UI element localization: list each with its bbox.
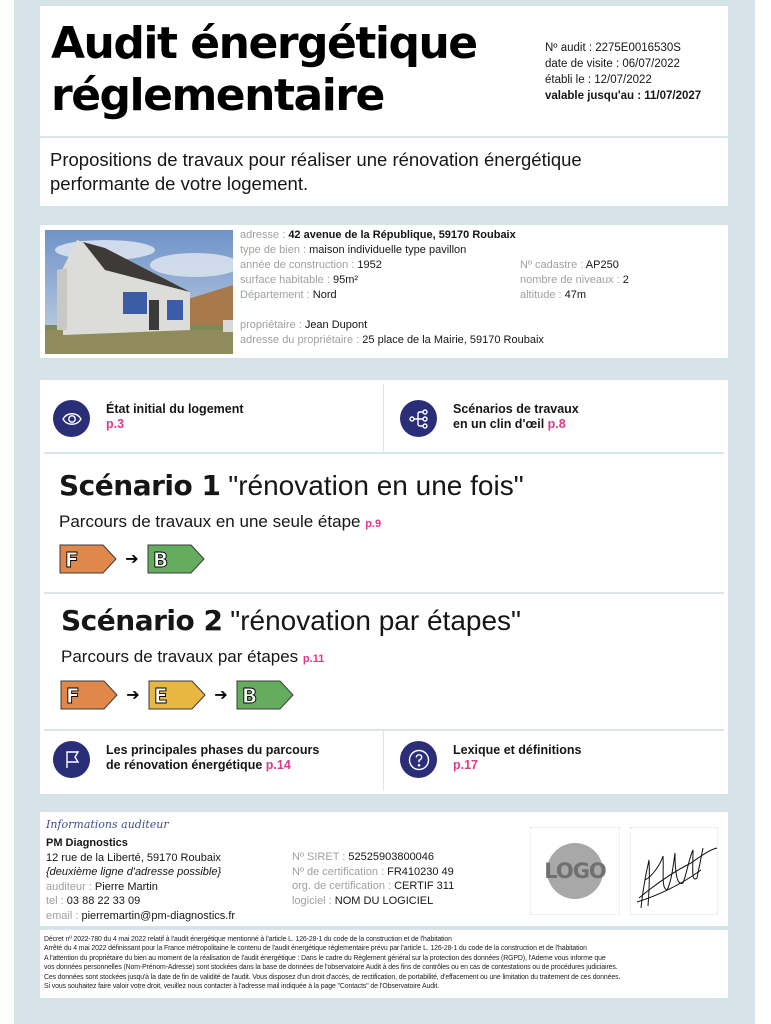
owner-value: Jean Dupont [304, 319, 368, 331]
company-logo [530, 827, 620, 915]
visit-date: date de visite : 06/07/2022 [545, 58, 680, 70]
scenario-2-title [61, 605, 521, 637]
software-label: logiciel : [292, 894, 335, 907]
altitude-value: 47m [564, 289, 587, 301]
levels-label: nombre de niveaux : [520, 274, 623, 286]
email-value[interactable]: pierremartin@pm-diagnostics.fr [81, 909, 236, 922]
lexicon-text [453, 741, 582, 773]
cadastre-value: AP250 [585, 259, 619, 271]
subtitle-line-1: Propositions de travaux pour réaliser une rénovation énergétique [50, 149, 582, 170]
energy-class-badge [147, 544, 205, 574]
tel-value[interactable]: 03 88 22 33 09 [66, 895, 141, 908]
link-phases[interactable] [53, 741, 319, 778]
owner-address-row [240, 333, 720, 348]
header-divider [40, 136, 728, 138]
legal-line: Arrêté du 4 mai 2022 définissant pour la France métropolitaine le contenu de l'audit énergétique réglementaire prévu par l'article L. 126-28-1 du code de la construction et de l'habitation [44, 945, 587, 953]
scenario-2-title-bold: Scénario 2 [61, 604, 223, 637]
property-info [240, 228, 720, 348]
legal-line: Ces données sont stockées jusqu'à la date de fin de validité de l'audit. Vous disposez d'un droit d'accès, de rectification, de portabilité, d'effacement ou une limitation du traitement de ces données. [44, 973, 621, 981]
certification-label: Nº de certification : [292, 865, 388, 878]
legal-line: vos données personnelles (Nom-Prénom-Adresse) sont stockées dans la base de données de l'observatoire Audit à des fins de contrôles ou en cas de contestations ou de procédures judiciaires. [44, 964, 618, 972]
surface-levels-row [240, 273, 720, 288]
eye-icon [53, 400, 90, 437]
link-lexicon[interactable] [400, 741, 582, 778]
auditor-name-label: auditeur : [46, 880, 95, 893]
arrow-right-icon: ➔ [126, 687, 140, 704]
auditor-heading: Informations auditeur [46, 818, 169, 831]
header-panel [40, 6, 728, 206]
scenario-2-title-rest: "rénovation par étapes" [222, 605, 521, 636]
property-panel [40, 225, 728, 358]
scenario-1-title-bold: Scénario 1 [59, 469, 221, 502]
energy-class-badge [148, 680, 206, 710]
auditor-address-1: 12 rue de la Liberté, 59170 Roubaix [46, 851, 221, 864]
scenario-2-subtitle-text: Parcours de travaux par étapes [61, 647, 303, 666]
svg-text:B: B [153, 548, 169, 572]
svg-text:E: E [154, 684, 168, 708]
initial-state-label: État initial du logement [106, 402, 244, 416]
branch-icon [400, 400, 437, 437]
lexicon-label: Lexique et définitions [453, 743, 582, 757]
link-initial-state[interactable] [53, 400, 244, 437]
scenarios-glance-page-link[interactable]: p.8 [547, 417, 566, 431]
department-altitude-row [240, 288, 720, 303]
auditor-company: PM Diagnostics [46, 837, 128, 849]
house-photo [45, 230, 233, 354]
lexicon-page-link[interactable]: p.17 [453, 758, 479, 772]
subtitle-line-2: performante de votre logement. [50, 173, 309, 194]
auditor-panel [40, 812, 728, 926]
address-value: 42 avenue de la République, 59170 Roubaix [288, 229, 516, 241]
logo-placeholder [544, 843, 606, 899]
legal-panel [40, 930, 728, 998]
address-row [240, 228, 720, 243]
valid-until: valable jusqu'au : 11/07/2027 [545, 90, 702, 102]
auditor-certification [292, 850, 454, 908]
established-date: établi le : 12/07/2022 [545, 74, 652, 86]
auditor-contact [46, 836, 235, 924]
cadastre-label: Nº cadastre : [520, 259, 586, 271]
year-label: année de construction : [240, 259, 358, 271]
question-icon [400, 741, 437, 778]
initial-state-text [106, 400, 244, 432]
logo-text: LOGO [544, 859, 606, 883]
owner-address-label: adresse du propriétaire : [240, 334, 363, 346]
siret-value: 52525903800046 [348, 851, 435, 863]
scenario-1-page-link[interactable]: p.9 [365, 518, 382, 530]
scenario-1-title [59, 470, 524, 502]
svg-text:F: F [66, 684, 80, 708]
divider [383, 384, 384, 452]
legal-line: A l'attention du propriétaire du bien au moment de la réalisation de l'audit énergétique : Dans le cadre du Règlement général sur la protection des données (RGPD), l'Ademe vous informe que [44, 954, 606, 962]
divider [44, 729, 724, 731]
arrow-right-icon: ➔ [214, 687, 228, 704]
divider [44, 592, 724, 594]
certification-value: FR410230 49 [387, 865, 454, 878]
year-cadastre-row [240, 258, 720, 273]
year-value: 1952 [357, 259, 382, 271]
email-label: email : [46, 909, 82, 922]
scenarios-glance-label-2: en un clin d'œil [453, 417, 548, 431]
scenario-2-energy-classes [60, 680, 294, 710]
owner-label: propriétaire : [240, 319, 305, 331]
department-label: Département : [240, 289, 313, 301]
cert-org-value: CERTIF 311 [394, 880, 455, 893]
summary-panel [40, 380, 728, 794]
software-value: NOM DU LOGICIEL [334, 894, 434, 907]
energy-class-badge [60, 680, 118, 710]
owner-address-value: 25 place de la Mairie, 59170 Roubaix [362, 334, 544, 346]
cert-org-label: org. de certification : [292, 880, 395, 893]
address-label: adresse : [240, 229, 289, 241]
phases-text [106, 741, 319, 773]
title-line-2: réglementaire [51, 70, 384, 121]
siret-label: Nº SIRET : [292, 851, 349, 863]
phases-page-link[interactable]: p.14 [265, 758, 291, 772]
legal-notice [44, 935, 724, 991]
levels-value: 2 [622, 274, 629, 286]
department-value: Nord [312, 289, 337, 301]
scenario-1-title-rest: "rénovation en une fois" [220, 470, 524, 501]
energy-class-badge [59, 544, 117, 574]
auditor-name-row [46, 880, 235, 895]
owner-row [240, 318, 720, 333]
tel-label: tel : [46, 895, 67, 908]
surface-value: 95m² [332, 274, 359, 286]
energy-class-badge [236, 680, 294, 710]
altitude-label: altitude : [520, 289, 565, 301]
page-subtitle [50, 148, 582, 196]
scenario-1-subtitle [59, 511, 381, 535]
signature [630, 827, 718, 915]
divider [44, 452, 724, 454]
type-value: maison individuelle type pavillon [309, 244, 467, 256]
audit-number: Nº audit : 2275E0016530S [545, 42, 681, 54]
phases-label-2: de rénovation énergétique [106, 758, 266, 772]
legal-line: Si vous souhaitez faire valoir votre droit, veuillez nous contacter à l'adresse mail indiquée à la page "Contacts" de l'Observatoire Audit. [44, 983, 440, 991]
initial-state-page-link[interactable]: p.3 [106, 417, 125, 431]
scenarios-glance-text [453, 400, 579, 432]
title-line-1: Audit énergétique [51, 18, 477, 69]
link-scenarios-glance[interactable] [400, 400, 579, 437]
scenario-1-energy-classes [59, 544, 205, 574]
svg-text:F: F [65, 548, 79, 572]
page-title [51, 18, 477, 122]
scenario-2-subtitle [61, 646, 324, 670]
flag-icon [53, 741, 90, 778]
divider [383, 731, 384, 791]
type-row [240, 243, 720, 258]
auditor-name-value: Pierre Martin [94, 880, 158, 893]
type-label: type de bien : [240, 244, 310, 256]
scenario-1-subtitle-text: Parcours de travaux en une seule étape [59, 512, 366, 531]
surface-label: surface habitable : [240, 274, 333, 286]
scenario-2-page-link[interactable]: p.11 [302, 653, 325, 665]
auditor-tel-row [46, 894, 235, 909]
auditor-email-row [46, 909, 235, 924]
audit-meta [545, 40, 701, 104]
auditor-address-2: {deuxième ligne d'adresse possible} [46, 866, 222, 879]
scenarios-glance-label-1: Scénarios de travaux [453, 402, 579, 416]
svg-text:B: B [242, 684, 258, 708]
legal-line: Décret nº 2022-780 du 4 mai 2022 relatif à l'audit énergétique mentionné à l'article L. 126-28-1 du code de la construction et de l'habitation [44, 936, 452, 943]
arrow-right-icon: ➔ [125, 551, 139, 568]
phases-label-1: Les principales phases du parcours [106, 743, 320, 757]
